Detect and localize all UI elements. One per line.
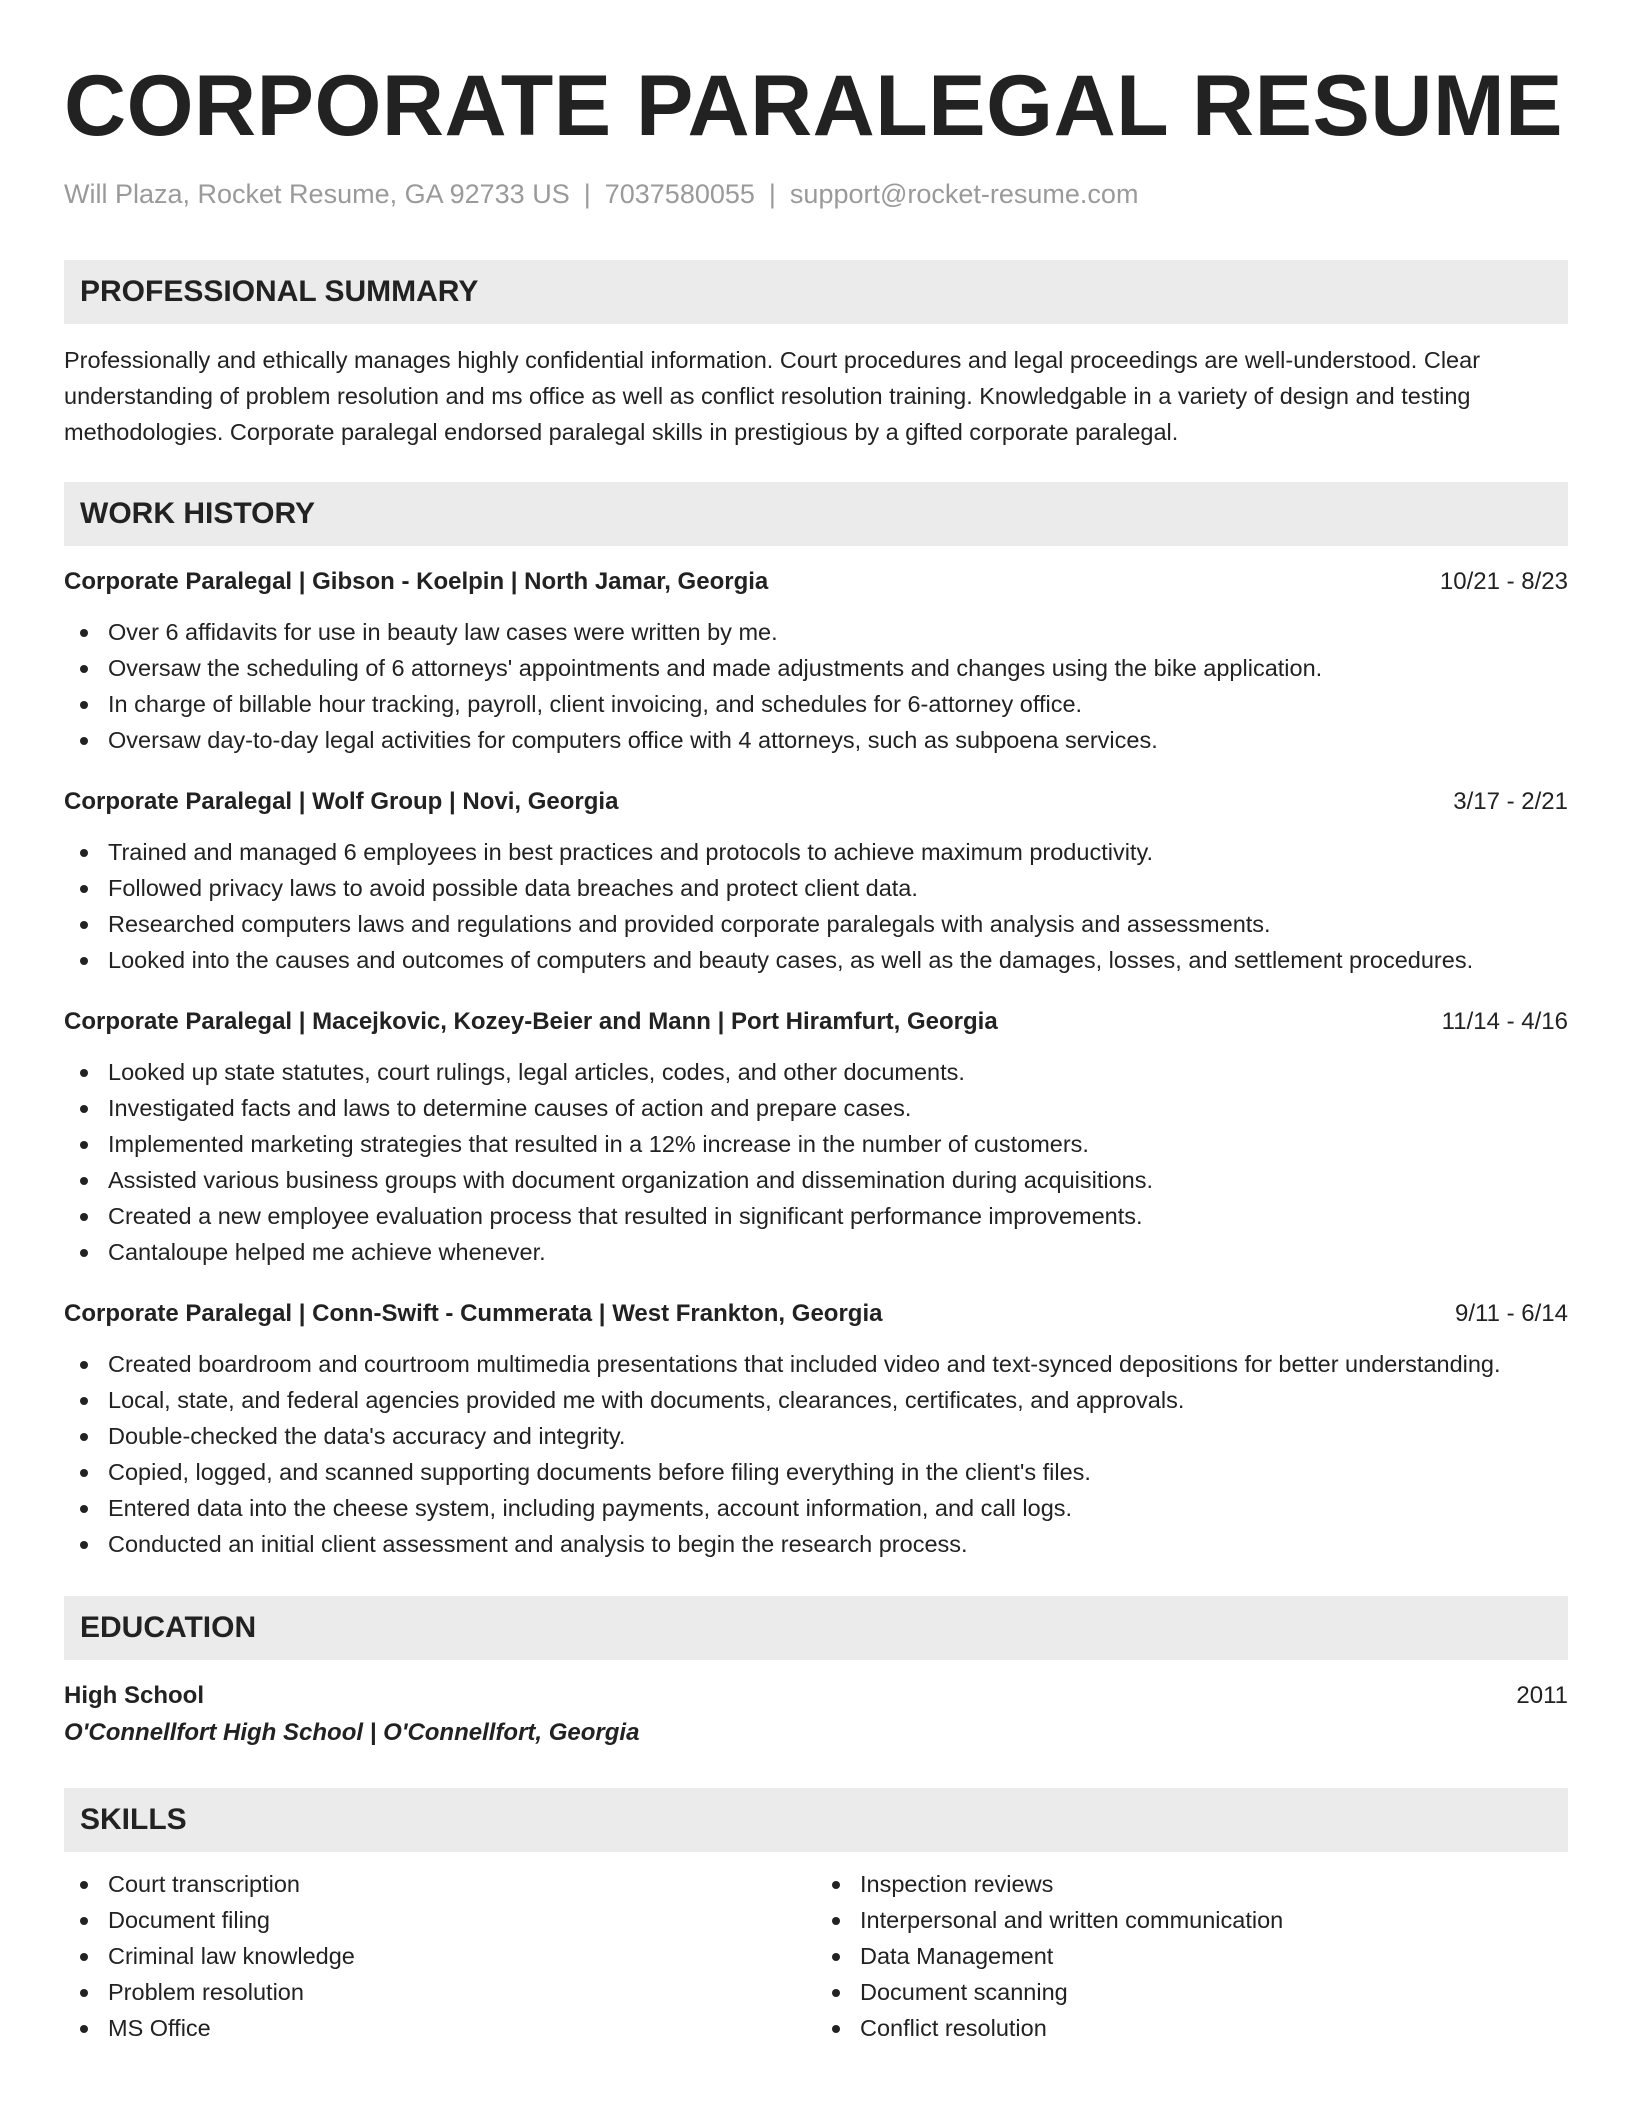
- contact-separator: |: [583, 179, 591, 209]
- skill-item: Data Management: [816, 1938, 1568, 1974]
- skill-item: Problem resolution: [64, 1974, 816, 2010]
- skill-item: Criminal law knowledge: [64, 1938, 816, 1974]
- job-header: [64, 564, 1568, 600]
- section-header-education: EDUCATION: [64, 1596, 1568, 1660]
- job-entry: [64, 564, 1568, 758]
- list-item: Over 6 affidavits for use in beauty law cases were written by me.: [64, 614, 1568, 650]
- list-item: Entered data into the cheese system, including payments, account information, and call logs.: [64, 1490, 1568, 1526]
- list-item: Double-checked the data's accuracy and integrity.: [64, 1418, 1568, 1454]
- skills-column-left: [64, 1866, 816, 2046]
- contact-line: [64, 176, 1568, 212]
- job-title: Corporate Paralegal | Gibson - Koelpin | North Jamar, Georgia: [64, 568, 769, 595]
- list-item: Looked up state statutes, court rulings, legal articles, codes, and other documents.: [64, 1054, 1568, 1090]
- education-entry: [64, 1678, 1568, 1752]
- skills-grid: [64, 1866, 1568, 2046]
- skill-item: Document filing: [64, 1902, 816, 1938]
- job-title: Corporate Paralegal | Wolf Group | Novi, Georgia: [64, 788, 619, 815]
- section-header-work-history: WORK HISTORY: [64, 482, 1568, 546]
- list-item: Local, state, and federal agencies provided me with documents, clearances, certificates, and approvals.: [64, 1382, 1568, 1418]
- skills-column-right: [816, 1866, 1568, 2046]
- job-entry: [64, 1004, 1568, 1270]
- skills-list: [64, 1866, 816, 2046]
- skill-item: Document scanning: [816, 1974, 1568, 2010]
- job-bullets: [64, 1054, 1568, 1270]
- job-bullets: [64, 1346, 1568, 1562]
- list-item: Oversaw the scheduling of 6 attorneys' appointments and made adjustments and changes using the bike application.: [64, 650, 1568, 686]
- section-header-summary: PROFESSIONAL SUMMARY: [64, 260, 1568, 324]
- list-item: Followed privacy laws to avoid possible data breaches and protect client data.: [64, 870, 1568, 906]
- education-header: [64, 1678, 1568, 1714]
- list-item: Cantaloupe helped me achieve whenever.: [64, 1234, 1568, 1270]
- skills-list: [816, 1866, 1568, 2046]
- summary-text: Professionally and ethically manages highly confidential information. Court procedures and legal proceedings are well-understood. Clear understanding of problem resolution and ms office as well as conflict resolution training. Knowledgable in a variety of design and testing methodologies. Corporate paralegal endorsed paralegal skills in prestigious by a gifted corporate paralegal.: [64, 347, 1481, 445]
- education-school: O'Connellfort High School | O'Connellfort, Georgia: [64, 1719, 640, 1746]
- address: Will Plaza, Rocket Resume, GA 92733 US: [64, 179, 570, 209]
- list-item: Investigated facts and laws to determine causes of action and prepare cases.: [64, 1090, 1568, 1126]
- resume-title: CORPORATE PARALEGAL RESUME: [64, 58, 1563, 154]
- skill-item: Interpersonal and written communication: [816, 1902, 1568, 1938]
- job-bullets: [64, 614, 1568, 758]
- email: support@rocket-resume.com: [789, 179, 1139, 209]
- list-item: Trained and managed 6 employees in best practices and protocols to achieve maximum productivity.: [64, 834, 1568, 870]
- skill-item: MS Office: [64, 2010, 816, 2046]
- job-title: Corporate Paralegal | Conn-Swift - Cummerata | West Frankton, Georgia: [64, 1300, 883, 1327]
- education-year: 2011: [1516, 1682, 1568, 1709]
- list-item: Assisted various business groups with document organization and dissemination during acquisitions.: [64, 1162, 1568, 1198]
- contact-separator: |: [768, 179, 776, 209]
- job-header: [64, 784, 1568, 820]
- list-item: Copied, logged, and scanned supporting documents before filing everything in the client's files.: [64, 1454, 1568, 1490]
- list-item: Looked into the causes and outcomes of computers and beauty cases, as well as the damages, losses, and settlement procedures.: [64, 942, 1568, 978]
- job-entry: [64, 1296, 1568, 1562]
- list-item: Conducted an initial client assessment and analysis to begin the research process.: [64, 1526, 1568, 1562]
- list-item: Researched computers laws and regulations and provided corporate paralegals with analysis and assessments.: [64, 906, 1568, 942]
- phone: 7037580055: [604, 179, 755, 209]
- job-entry: [64, 784, 1568, 978]
- section-header-skills: SKILLS: [64, 1788, 1568, 1852]
- job-bullets: [64, 834, 1568, 978]
- list-item: Oversaw day-to-day legal activities for computers office with 4 attorneys, such as subpoena services.: [64, 722, 1568, 758]
- job-dates: 3/17 - 2/21: [1453, 788, 1568, 815]
- list-item: In charge of billable hour tracking, payroll, client invoicing, and schedules for 6-attorney office.: [64, 686, 1568, 722]
- list-item: Created boardroom and courtroom multimedia presentations that included video and text-synced depositions for better understanding.: [64, 1346, 1568, 1382]
- job-title: Corporate Paralegal | Macejkovic, Kozey-Beier and Mann | Port Hiramfurt, Georgia: [64, 1008, 998, 1035]
- skill-item: Conflict resolution: [816, 2010, 1568, 2046]
- job-header: [64, 1296, 1568, 1332]
- list-item: Implemented marketing strategies that resulted in a 12% increase in the number of customers.: [64, 1126, 1568, 1162]
- job-dates: 11/14 - 4/16: [1441, 1008, 1568, 1035]
- skill-item: Inspection reviews: [816, 1866, 1568, 1902]
- job-dates: 9/11 - 6/14: [1455, 1300, 1568, 1327]
- job-dates: 10/21 - 8/23: [1439, 568, 1568, 595]
- education-degree: High School: [64, 1682, 204, 1709]
- list-item: Created a new employee evaluation process that resulted in significant performance improvements.: [64, 1198, 1568, 1234]
- job-header: [64, 1004, 1568, 1040]
- skill-item: Court transcription: [64, 1866, 816, 1902]
